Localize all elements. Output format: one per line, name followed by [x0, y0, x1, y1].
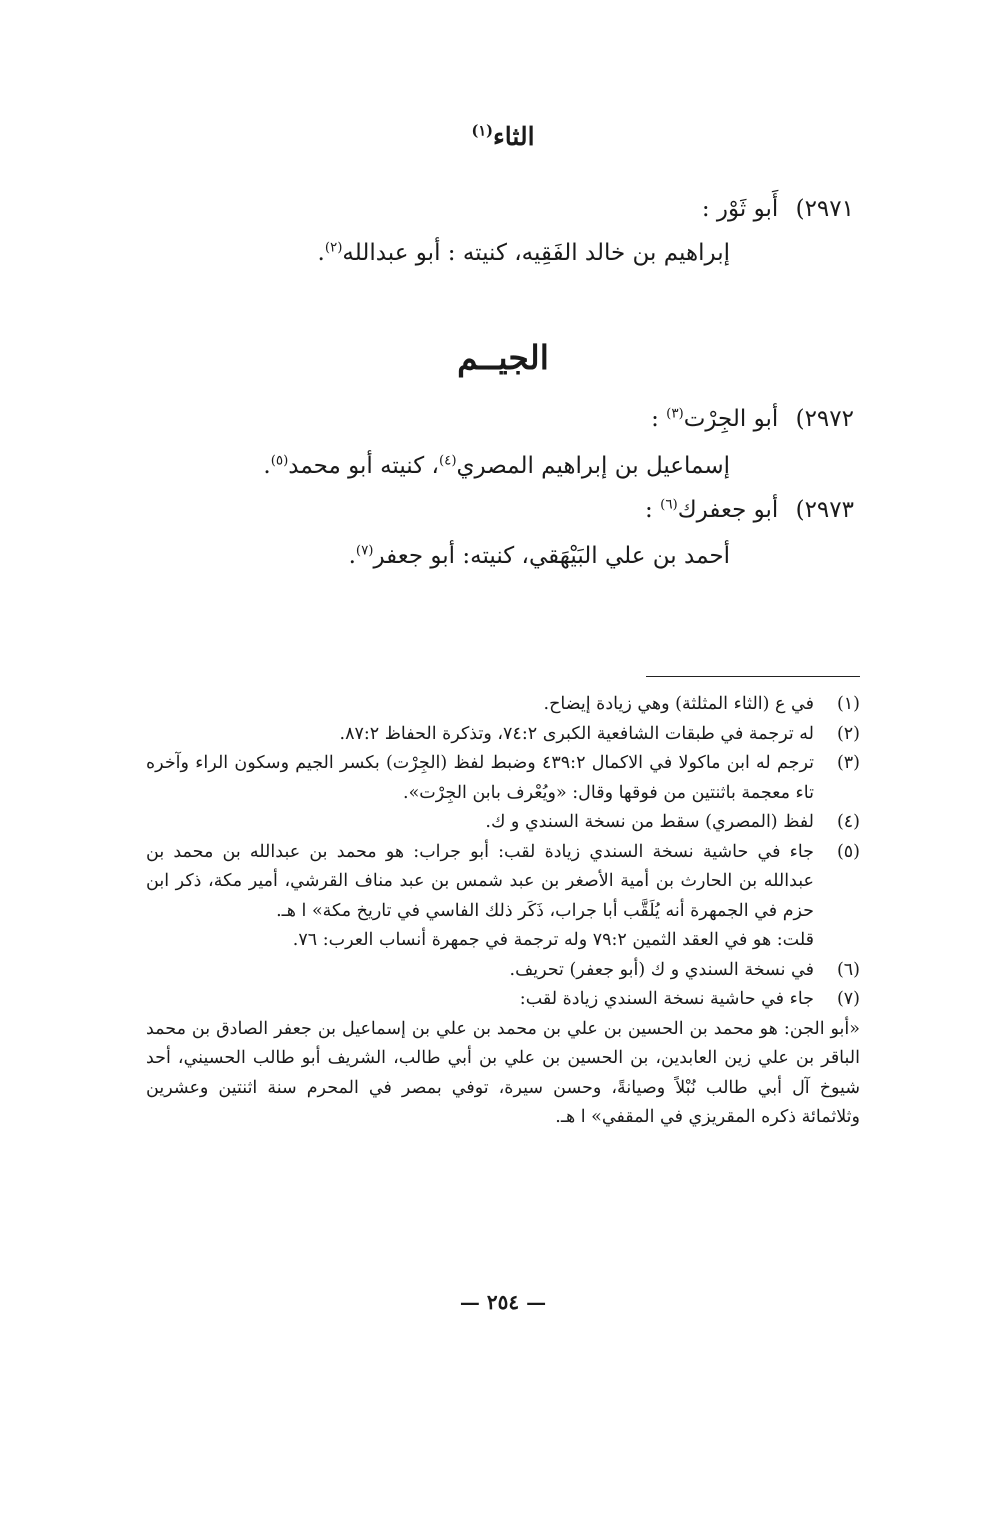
entry-text-1: إسماعيل بن إبراهيم المصري — [456, 453, 730, 479]
footnote-6 — [146, 956, 860, 986]
section-title-jim-text: الجيــم — [457, 338, 549, 377]
entry-end: . — [348, 543, 356, 569]
footnote-2 — [146, 720, 860, 750]
footnote-1 — [146, 690, 860, 720]
footnote-3 — [146, 749, 860, 808]
footnote-7 — [146, 985, 860, 1015]
section-title-tha — [0, 122, 1006, 151]
entry-2972-head — [651, 406, 854, 432]
footnote-text: جاء في حاشية نسخة السندي زيادة لقب: أبو جراب: هو محمد بن عبدالله بن محمد بن عبدالله بن الحارث بن أمية الأصغر بن عبد شمس بن عبد مناف القرشي، أمير مكة، ذكر ابن حزم في الجمهرة أنه يُلَقَّب أبا جراب، ذَكَر ذلك الفاسي في تاريخ مكة» ا هـ. — [146, 841, 814, 921]
entry-text-2: ، كنيته أبو محمد — [288, 453, 439, 479]
footnote-text: في ع (الثاء المثلثة) وهي زيادة إيضاح. — [543, 694, 814, 714]
footnote-number: (٥) — [836, 841, 860, 862]
entry-2972-body — [263, 453, 730, 479]
footnote-text: جاء في حاشية نسخة السندي زيادة لقب: — [519, 989, 814, 1009]
footnote-number: (١) — [836, 694, 860, 714]
footnote-number: (٤) — [836, 812, 860, 832]
entry-number: ٢٩٧١) — [795, 196, 854, 222]
section-title-jim — [0, 338, 1006, 377]
footnote-text: في نسخة السندي و ك (أبو جعفر) تحريف. — [509, 959, 814, 980]
footnote-divider — [646, 676, 860, 677]
entry-note-ref: (٧) — [355, 543, 374, 559]
entry-note-ref-2: (٥) — [270, 453, 289, 469]
footnotes — [146, 690, 860, 1133]
footnote-4 — [146, 808, 860, 838]
entry-2973-body — [349, 543, 730, 569]
entry-text: إبراهيم بن خالد الفَقِيه، كنيته : أبو عبدالله — [342, 240, 730, 266]
entry-kunya: أبو الجِرْت — [683, 406, 779, 432]
footnote-number: (٧) — [836, 989, 860, 1009]
entry-2973-head — [645, 497, 854, 523]
footnote-number: (٢) — [836, 723, 860, 744]
entry-note-ref: (٢) — [324, 240, 343, 256]
page-number: — ٢٥٤ — — [459, 1290, 547, 1314]
entry-kunya-end: : — [645, 497, 661, 523]
footnote-number: (٣) — [836, 753, 860, 773]
entry-text: أحمد بن علي البَيْهَقي، كنيته: أبو جعفر — [373, 543, 730, 569]
entry-2971-head — [702, 196, 854, 222]
entry-kunya-end: : — [651, 406, 667, 432]
footnote-text: له ترجمة في طبقات الشافعية الكبرى ٧٤:٢، وتذكرة الحفاظ ٨٧:٢. — [339, 723, 814, 744]
entry-kunya-note-ref: (٣) — [666, 406, 684, 422]
footnote-text: ترجم له ابن ماكولا في الاكمال ٤٣٩:٢ وضبط لفظ (الجِرْت) بكسر الجيم وسكون الراء وآخره تاء معجمة باثنتين من فوقها وقال: «ويُعْرف بابن الجِرْت». — [146, 753, 814, 803]
footnote-number: (٦) — [836, 959, 860, 980]
entry-2971-body — [318, 240, 731, 266]
entry-note-ref-1: (٤) — [438, 453, 457, 469]
entry-number: ٢٩٧٢) — [795, 406, 854, 432]
entry-end: . — [317, 240, 325, 266]
section-title-tha-note: (١) — [471, 122, 494, 140]
section-title-tha-text: الثاء — [493, 122, 535, 151]
entry-kunya-note-ref: (٦) — [660, 497, 678, 513]
entry-kunya: أَبو ثَوْر : — [701, 196, 779, 222]
footnote-text: لفظ (المصري) سقط من نسخة السندي و ك. — [485, 812, 814, 832]
footnote-5-continuation: قلت: هو في العقد الثمين ٧٩:٢ وله ترجمة في جمهرة أنساب العرب: ٧٦. — [292, 930, 814, 950]
footnote-5 — [146, 838, 860, 927]
entry-end: . — [263, 453, 271, 479]
entry-number: ٢٩٧٣) — [795, 497, 854, 523]
entry-kunya: أبو جعفرك — [677, 497, 779, 523]
footnote-7-quote: «أبو الجن: هو محمد بن الحسين بن علي بن محمد بن علي بن إسماعيل بن جعفر الصادق بن محمد الباقر بن علي زين العابدين، بن الحسين بن علي بن أبي طالب، الشريف أبو طالب الحسيني، أحد شيوخ آل أبي طالب نُبْلاً وصيانةً، وحسن سيرة، توفي بمصر في المحرم سنة اثنتين وعشرين وثلاثمائة ذكره المقريزي في المقفي» ا هـ. — [146, 1018, 860, 1127]
